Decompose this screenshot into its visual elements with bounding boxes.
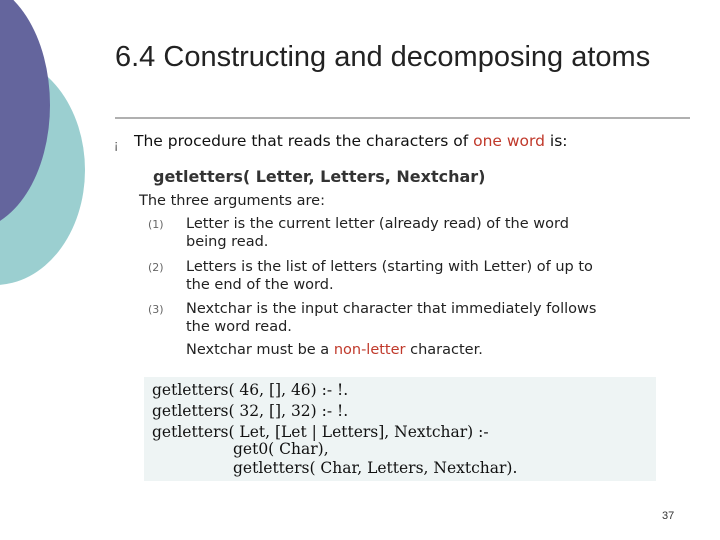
argument-desc-end: ) of up to bbox=[526, 259, 593, 275]
bullet-marker: ¡ bbox=[114, 137, 119, 152]
argument-body bbox=[186, 300, 696, 336]
argument-body bbox=[186, 258, 696, 294]
arguments-intro: The three arguments are: bbox=[139, 193, 325, 209]
code-line-2: getletters( 32, [], 32) :- !. bbox=[152, 402, 349, 420]
argument-number: (1) bbox=[148, 218, 164, 231]
argument-term: Nextchar bbox=[186, 301, 252, 317]
code-line-1: getletters( 46, [], 46) :- !. bbox=[152, 381, 349, 399]
bullet-text-before: The procedure that reads the characters of bbox=[134, 132, 474, 150]
code-line-3: getletters( Let, [Let | Letters], Nextchar) :- bbox=[152, 423, 489, 441]
argument-desc: is the current letter (already read) of the word bbox=[229, 216, 569, 232]
note-highlight: non-letter bbox=[333, 342, 406, 358]
note-end: character. bbox=[405, 342, 483, 358]
argument-desc-cont: being read. bbox=[186, 234, 269, 250]
argument-inline-term: Letter bbox=[483, 259, 527, 275]
note-middle: must be a bbox=[251, 342, 334, 358]
argument-desc: is the input character that immediately follows bbox=[251, 301, 597, 317]
code-line-4: get0( Char), bbox=[233, 440, 329, 458]
code-line-5: getletters( Char, Letters, Nextchar). bbox=[233, 459, 518, 477]
argument-body bbox=[186, 215, 696, 251]
slide-title: 6.4 Constructing and decomposing atoms bbox=[115, 41, 651, 73]
note-term: Nextchar bbox=[186, 342, 252, 358]
argument-desc: is the list of letters (starting with bbox=[236, 259, 484, 275]
bullet-text-after: is: bbox=[544, 132, 568, 150]
argument-desc-cont: the end of the word. bbox=[186, 277, 334, 293]
page-number: 37 bbox=[662, 510, 675, 522]
argument-term: Letters bbox=[186, 259, 237, 275]
nextchar-note bbox=[186, 342, 483, 358]
argument-number: (3) bbox=[148, 303, 164, 316]
argument-number: (2) bbox=[148, 261, 164, 274]
title-divider bbox=[115, 117, 690, 119]
procedure-signature: getletters( Letter, Letters, Nextchar) bbox=[153, 167, 486, 186]
bullet-text-highlight: one word bbox=[473, 132, 545, 150]
argument-desc-cont: the word read. bbox=[186, 319, 292, 335]
argument-term: Letter bbox=[186, 216, 229, 232]
bullet-text bbox=[134, 132, 568, 150]
code-block bbox=[144, 377, 656, 481]
